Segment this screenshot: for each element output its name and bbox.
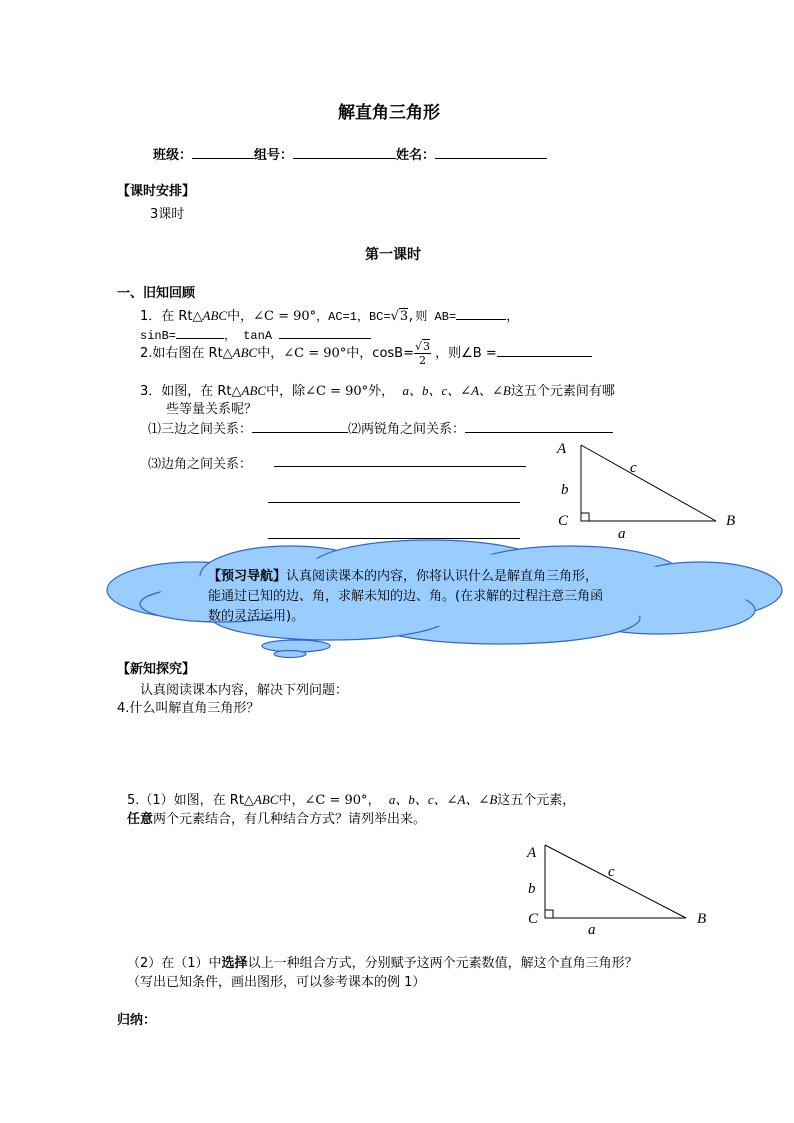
group-label: 组号： [254, 148, 294, 163]
q1-tana-label: ， tanA [224, 329, 273, 343]
q5-line2-text: 两个元素结合，有几种结合方式？请列举出来。 [153, 812, 427, 827]
tri2-label-C: C [528, 911, 539, 927]
question-3-line2: 些等量关系呢？ [166, 402, 258, 417]
q3-sub1-answer[interactable] [252, 420, 348, 433]
question-5-part2-line2: （写出已知条件，画出图形，可以参考课本的例 1） [127, 975, 426, 990]
q1-tail: ， [506, 309, 520, 324]
question-5-part2 [127, 952, 638, 971]
explore-heading: 【新知探究】 [117, 662, 196, 677]
q5-2-bold-choose: 选择 [221, 956, 248, 971]
tri1-label-C: C [558, 513, 569, 529]
q5-elements: a、b、c、∠A、∠B [388, 792, 498, 807]
question-3 [140, 380, 615, 399]
triangle-figure-2 [520, 836, 720, 944]
tri2-label-B: B [697, 911, 707, 927]
page-title: 解直角三角形 [338, 103, 440, 123]
tri2-label-b: b [528, 881, 536, 897]
question-1 [140, 305, 519, 324]
name-label: 姓名： [396, 148, 436, 163]
q3-angle: ∠C = 90° [305, 384, 369, 399]
q3-sub3-label: ⑶边角之间关系： [148, 457, 253, 472]
group-field[interactable] [293, 146, 396, 159]
tri1-label-A: A [557, 441, 567, 457]
q3-sub1 [148, 418, 613, 437]
q3-abc: ABC [241, 383, 267, 398]
q1-answer-tana[interactable] [279, 326, 371, 339]
q1-sinb-label: sinB= [140, 329, 177, 343]
cloud-heading: 【预习导航】 [208, 569, 287, 584]
q1-answer-sinb[interactable] [176, 326, 224, 339]
tri2-label-c: c [608, 864, 615, 880]
student-info-row [153, 144, 547, 163]
question-2 [140, 340, 592, 367]
q5-text-d: 这五个元素， [497, 793, 576, 808]
lesson-title: 第一课时 [365, 247, 421, 263]
tri2-label-a: a [588, 922, 596, 938]
triangle-figure-1 [548, 436, 748, 544]
q2-mid: 中， [257, 346, 284, 361]
q2-fraction: $\frac{√3}{2}$ [414, 340, 430, 367]
question-5 [127, 789, 575, 808]
q2-abc: ABC [232, 345, 258, 360]
q1-text: 1．在 Rt△ [140, 309, 203, 324]
q3-sub3-answer-line-1[interactable] [274, 466, 526, 467]
cloud-text-line-2: 能通过已知的边、角，求解未知的边、角。(在求解的过程注意三角函 [208, 589, 604, 604]
summary-label: 归纳： [117, 1013, 157, 1028]
q2-answer[interactable] [497, 344, 592, 357]
q5-text-c: ， [367, 793, 381, 808]
q3-text-b: 中，除 [266, 384, 306, 399]
q3-text-a: 3．如图，在 Rt△ [140, 384, 242, 399]
sqrt-sign: √ [390, 309, 399, 324]
q3-sub3-answer-line-2[interactable] [268, 502, 520, 503]
q2-text: 2.如右图在 Rt△ [140, 346, 233, 361]
q3-text-d: 这五个元素间有哪 [510, 384, 615, 399]
class-label: 班级： [153, 148, 193, 163]
question-4: 4.什么叫解直角三角形？ [117, 701, 260, 716]
q5-angle: ∠C = 90° [304, 793, 368, 808]
schedule-heading: 【课时安排】 [117, 184, 196, 199]
tri1-label-c: c [630, 460, 637, 476]
tri1-label-B: B [726, 513, 736, 529]
q1-mid: 中， [227, 309, 254, 324]
q1-abc: ABC [202, 308, 228, 323]
q5-text-b: 中， [278, 793, 305, 808]
q3-sub2-label: ⑵两锐角之间关系： [348, 422, 466, 437]
q5-2-text-b: 以上一种组合方式，分别赋予这两个元素数值，解这个直角三角形？ [247, 956, 638, 971]
explore-intro: 认真阅读课本内容，解决下列问题： [140, 683, 349, 698]
q2-angle: ∠C = 90° [283, 346, 347, 361]
cloud-text-line-3: 数的灵活运用)。 [208, 609, 305, 624]
schedule-value: 3课时 [150, 207, 185, 222]
tri2-label-A: A [527, 845, 537, 861]
cloud-text-line-1 [208, 565, 598, 584]
q5-bold-any: 任意 [127, 812, 154, 827]
q1-sqrt-value: 3 [399, 309, 409, 324]
question-5-line2 [127, 808, 426, 827]
q5-2-text-a: （2）在（1）中 [127, 956, 222, 971]
q3-text-c: 外， [368, 384, 395, 399]
cloud-line1: 认真阅读课本的内容，你将认识什么是解直角三角形， [286, 569, 599, 584]
q3-sub1-label: ⑴三边之间关系： [148, 422, 253, 437]
q1-end: ,则 AB= [408, 310, 457, 324]
q2-end: ，则∠B = [435, 346, 497, 361]
tri1-label-b: b [561, 482, 569, 498]
q1-angle: ∠C = 90° [253, 309, 317, 324]
q1-answer-ab[interactable] [456, 307, 506, 320]
q2-cos: 中，cosB= [346, 346, 414, 361]
name-field[interactable] [435, 146, 547, 159]
q5-text-a: 5.（1）如图，在 Rt△ [127, 793, 254, 808]
q3-elements: a、b、c、∠A、∠B [402, 383, 511, 398]
class-field[interactable] [192, 146, 254, 159]
q1-ac-bc: ，AC=1，BC= [316, 310, 391, 324]
review-heading: 一、旧知回顾 [117, 286, 196, 301]
q3-sub2-answer[interactable] [465, 420, 613, 433]
tri1-label-a: a [618, 526, 626, 542]
q5-abc: ABC [253, 792, 279, 807]
